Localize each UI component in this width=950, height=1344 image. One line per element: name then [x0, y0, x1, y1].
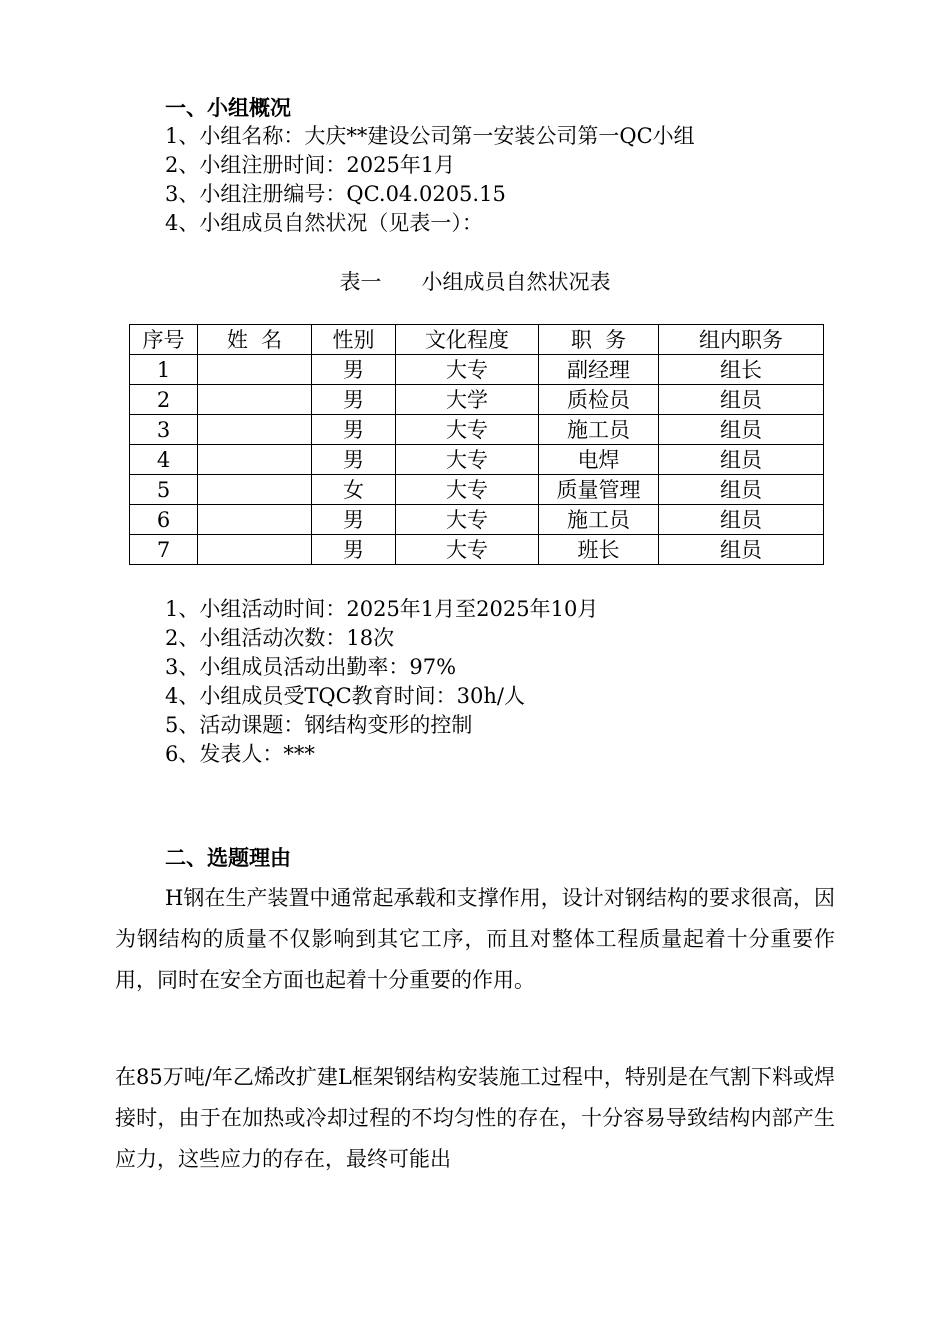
header-position: 职 务 [539, 325, 659, 355]
cell-index: 2 [130, 385, 198, 415]
cell-group-role: 组员 [659, 415, 824, 445]
table-row [130, 505, 824, 535]
header-group-role: 组内职务 [659, 325, 824, 355]
table-row [130, 355, 824, 385]
cell-gender: 男 [312, 415, 396, 445]
section-heading-overview: 一、小组概况 [165, 96, 291, 120]
cell-group-role: 组员 [659, 385, 824, 415]
member-status-line: 4、小组成员自然状况（见表一）： [165, 211, 483, 235]
cell-index: 5 [130, 475, 198, 505]
registration-date-line: 2、小组注册时间：2025年1月 [165, 153, 456, 177]
table-row [130, 475, 824, 505]
cell-name [198, 385, 312, 415]
cell-education: 大专 [396, 505, 539, 535]
cell-index: 4 [130, 445, 198, 475]
table-row [130, 415, 824, 445]
table-row [130, 445, 824, 475]
cell-index: 6 [130, 505, 198, 535]
cell-education: 大专 [396, 475, 539, 505]
cell-gender: 男 [312, 535, 396, 565]
cell-education: 大专 [396, 415, 539, 445]
section-heading-topic-reason: 二、选题理由 [165, 846, 291, 870]
cell-position: 质量管理 [539, 475, 659, 505]
cell-name [198, 475, 312, 505]
presenter-line: 6、发表人：*** [165, 742, 315, 766]
cell-position: 电焊 [539, 445, 659, 475]
cell-name [198, 535, 312, 565]
group-name-line: 1、小组名称：大庆**建设公司第一安装公司第一QC小组 [165, 124, 695, 148]
table-caption-title: 小组成员自然状况表 [421, 270, 611, 294]
cell-group-role: 组长 [659, 355, 824, 385]
cell-group-role: 组员 [659, 475, 824, 505]
cell-index: 7 [130, 535, 198, 565]
table-row [130, 535, 824, 565]
cell-position: 班长 [539, 535, 659, 565]
cell-name [198, 415, 312, 445]
topic-reason-paragraph-1: H钢在生产装置中通常起承载和支撑作用，设计对钢结构的要求很高，因为钢结构的质量不仅影响到其它工序，而且对整体工程质量起着十分重要作用，同时在安全方面也起着十分重要的作用。 [115, 886, 835, 992]
cell-group-role: 组员 [659, 445, 824, 475]
cell-position: 施工员 [539, 505, 659, 535]
header-gender: 性别 [312, 325, 396, 355]
header-index: 序号 [130, 325, 198, 355]
cell-index: 1 [130, 355, 198, 385]
topic-reason-paragraph-2: 在85万吨/年乙烯改扩建L框架钢结构安装施工过程中，特别是在气割下料或焊接时，由于在加热或冷却过程的不均匀性的存在，十分容易导致结构内部产生应力，这些应力的存在，最终可能出 [115, 1065, 835, 1171]
activity-period-line: 1、小组活动时间：2025年1月至2025年10月 [165, 597, 599, 621]
table-header-row [130, 325, 824, 355]
cell-position: 副经理 [539, 355, 659, 385]
cell-gender: 男 [312, 445, 396, 475]
cell-group-role: 组员 [659, 505, 824, 535]
cell-name [198, 505, 312, 535]
attendance-rate-line: 3、小组成员活动出勤率：97% [165, 655, 457, 679]
cell-index: 3 [130, 415, 198, 445]
table-caption [0, 267, 950, 297]
registration-number-line: 3、小组注册编号：QC.04.0205.15 [165, 182, 506, 206]
cell-position: 质检员 [539, 385, 659, 415]
cell-education: 大专 [396, 445, 539, 475]
cell-position: 施工员 [539, 415, 659, 445]
cell-education: 大学 [396, 385, 539, 415]
activity-count-line: 2、小组活动次数：18次 [165, 626, 395, 650]
header-education: 文化程度 [396, 325, 539, 355]
table-caption-label: 表一 [339, 270, 382, 294]
cell-name [198, 445, 312, 475]
activity-topic-line: 5、活动课题：钢结构变形的控制 [165, 713, 473, 737]
members-table [129, 324, 824, 565]
cell-gender: 女 [312, 475, 396, 505]
cell-education: 大专 [396, 535, 539, 565]
cell-name [198, 355, 312, 385]
table-row [130, 385, 824, 415]
cell-group-role: 组员 [659, 535, 824, 565]
header-name: 姓 名 [198, 325, 312, 355]
cell-gender: 男 [312, 505, 396, 535]
tqc-training-line: 4、小组成员受TQC教育时间：30h/人 [165, 684, 525, 708]
cell-education: 大专 [396, 355, 539, 385]
cell-gender: 男 [312, 355, 396, 385]
cell-gender: 男 [312, 385, 396, 415]
